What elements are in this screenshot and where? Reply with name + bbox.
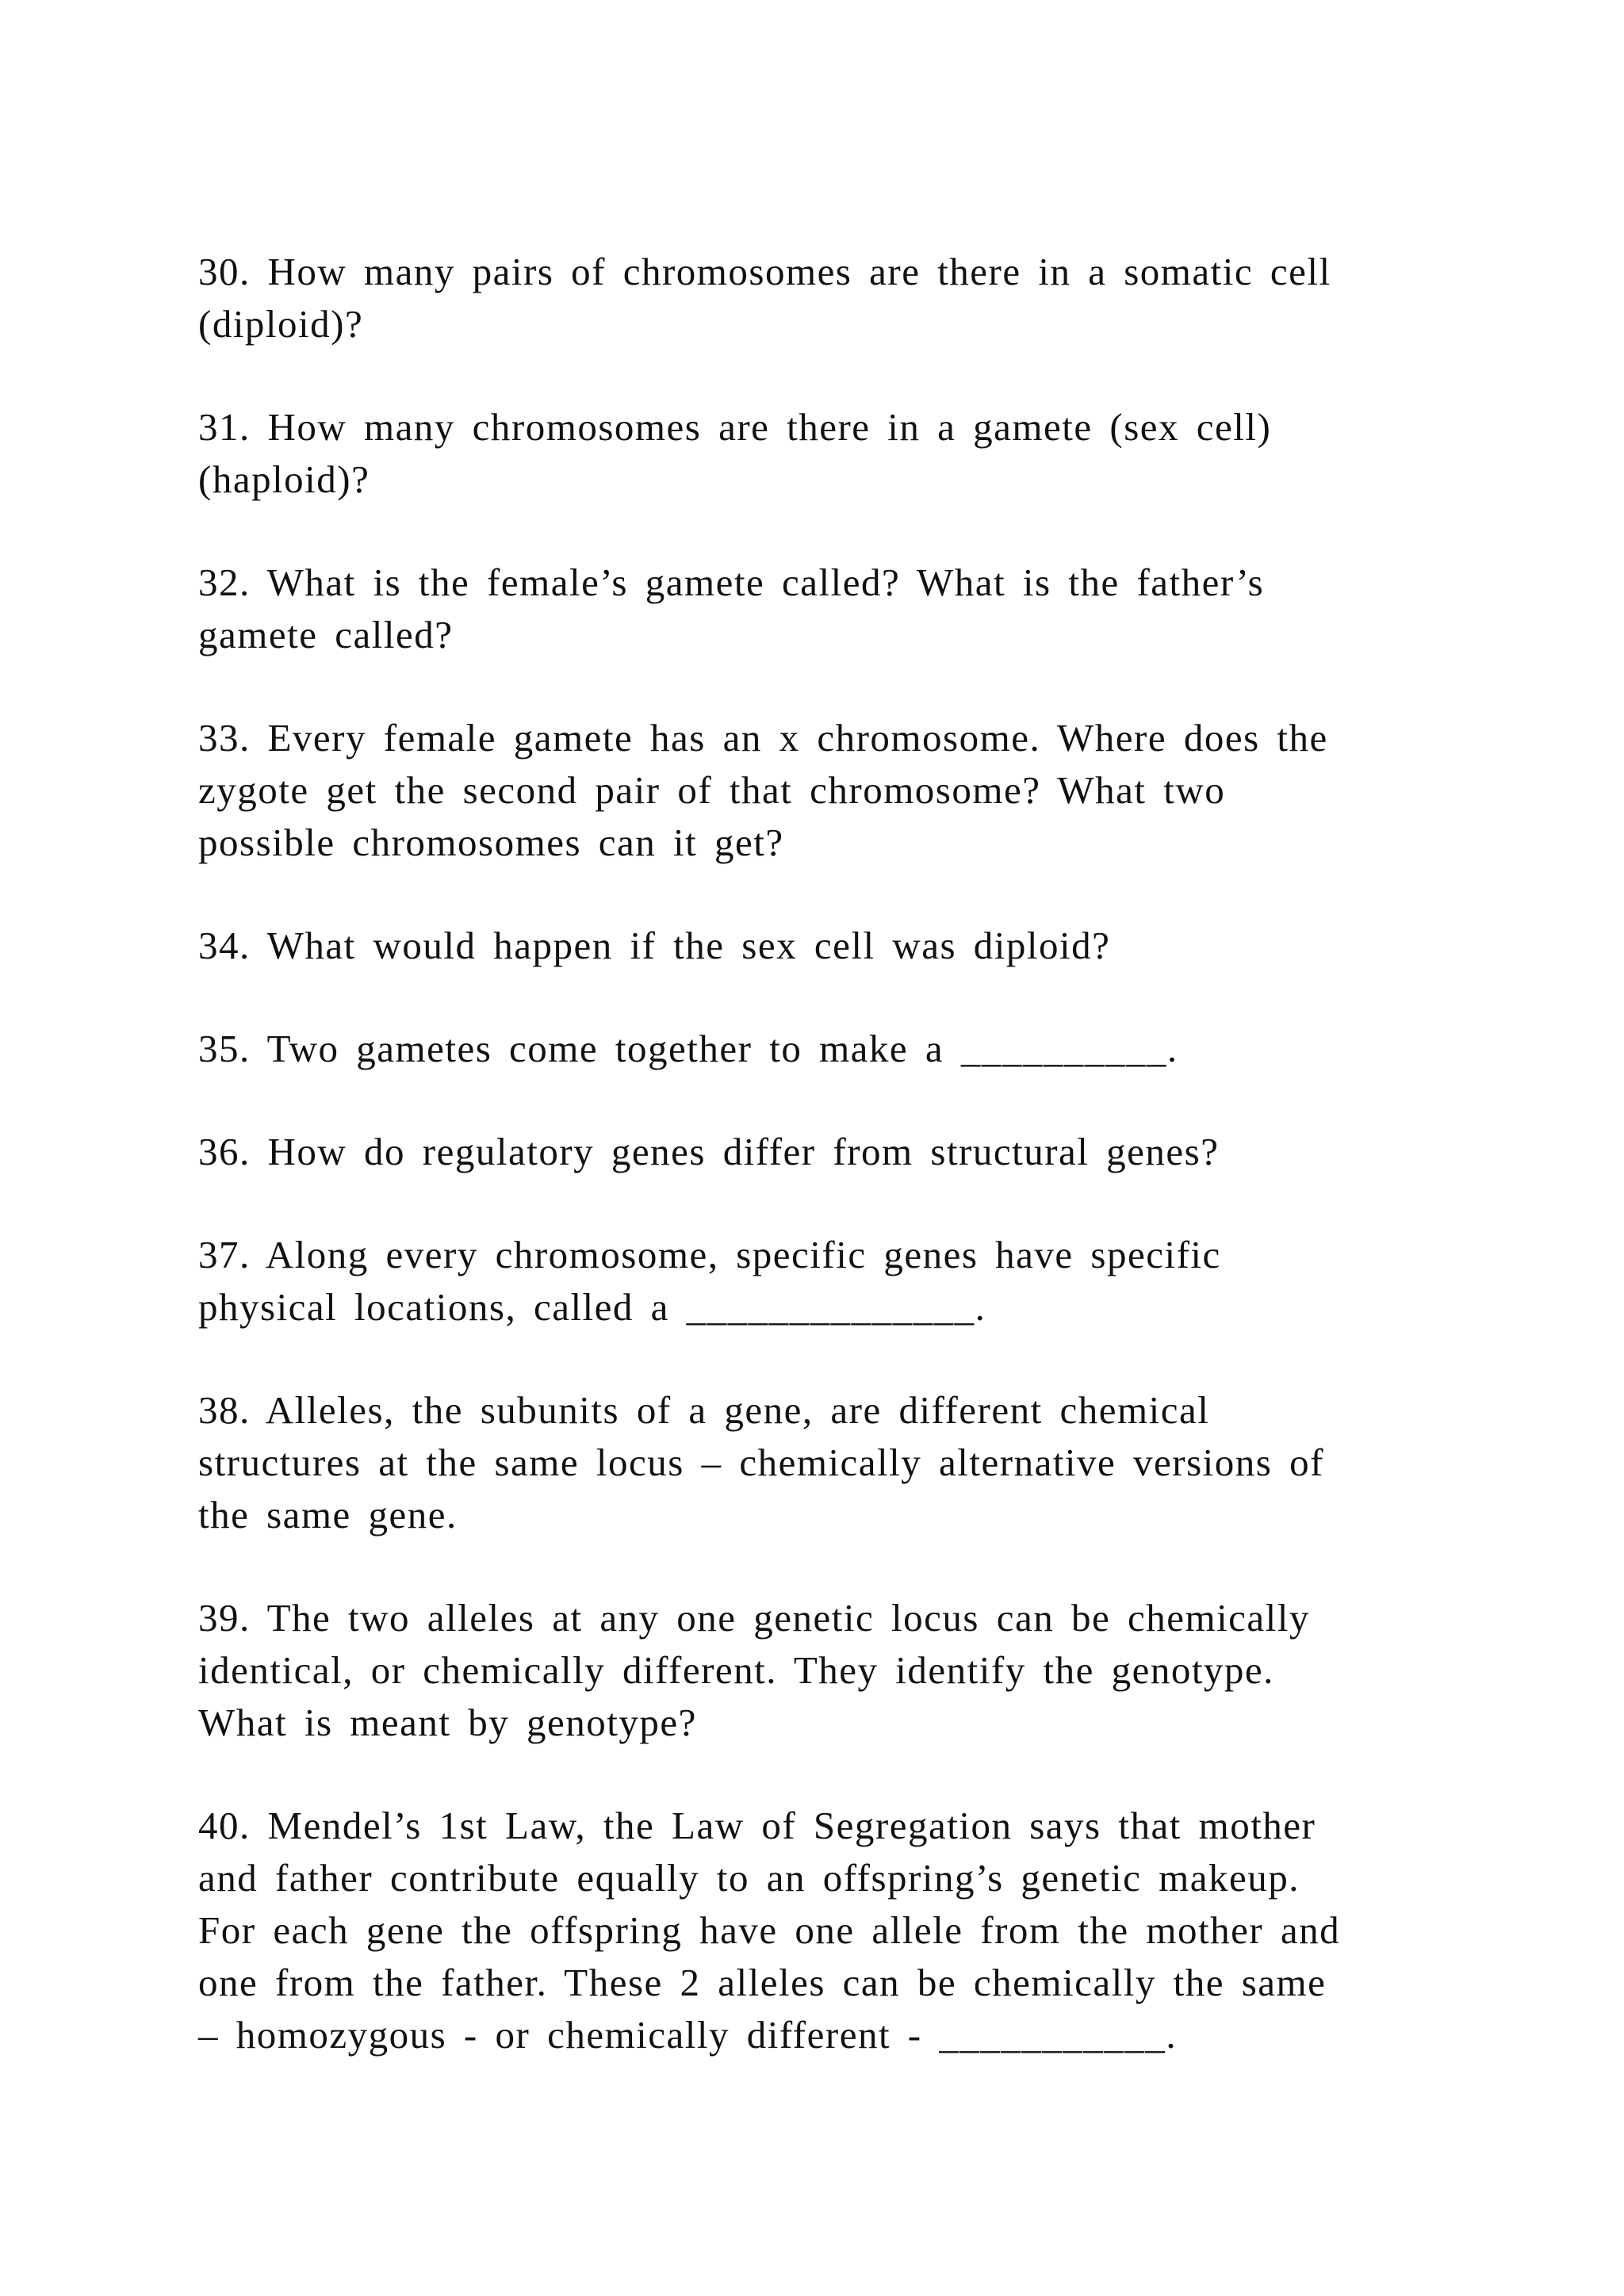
question-32: 32. What is the female’s gamete called? What is the father’s gamete called? xyxy=(198,561,1265,656)
question-35: 35. Two gametes come together to make a __________. xyxy=(198,1027,1178,1070)
question-40: 40. Mendel’s 1st Law, the Law of Segregation says that mother and father contribute equally to an offspring’s genetic makeup. For each gene the offspring have one allele from the mother and one from the father. These 2 alleles can be chemically the same – homozygous - or chemically different - ___________. xyxy=(198,1804,1341,2057)
question-37: 37. Along every chromosome, specific genes have specific physical locations, called a ______________. xyxy=(198,1233,1221,1329)
question-31: 31. How many chromosomes are there in a gamete (sex cell) (haploid)? xyxy=(198,405,1272,501)
question-34: 34. What would happen if the sex cell was diploid? xyxy=(198,924,1111,967)
question-33: 33. Every female gamete has an x chromosome. Where does the zygote get the second pair of that chromosome? What two possible chromosomes can it get? xyxy=(198,716,1328,864)
question-38: 38. Alleles, the subunits of a gene, are different chemical structures at the same locus – chemically alternative versions of the same gene. xyxy=(198,1388,1324,1536)
question-36: 36. How do regulatory genes differ from structural genes? xyxy=(198,1130,1220,1173)
question-list xyxy=(198,246,1467,2112)
question-30: 30. How many pairs of chromosomes are there in a somatic cell (diploid)? xyxy=(198,250,1331,346)
question-39: 39. The two alleles at any one genetic locus can be chemically identical, or chemically different. They identify the genotype. What is meant by genotype? xyxy=(198,1596,1310,1744)
